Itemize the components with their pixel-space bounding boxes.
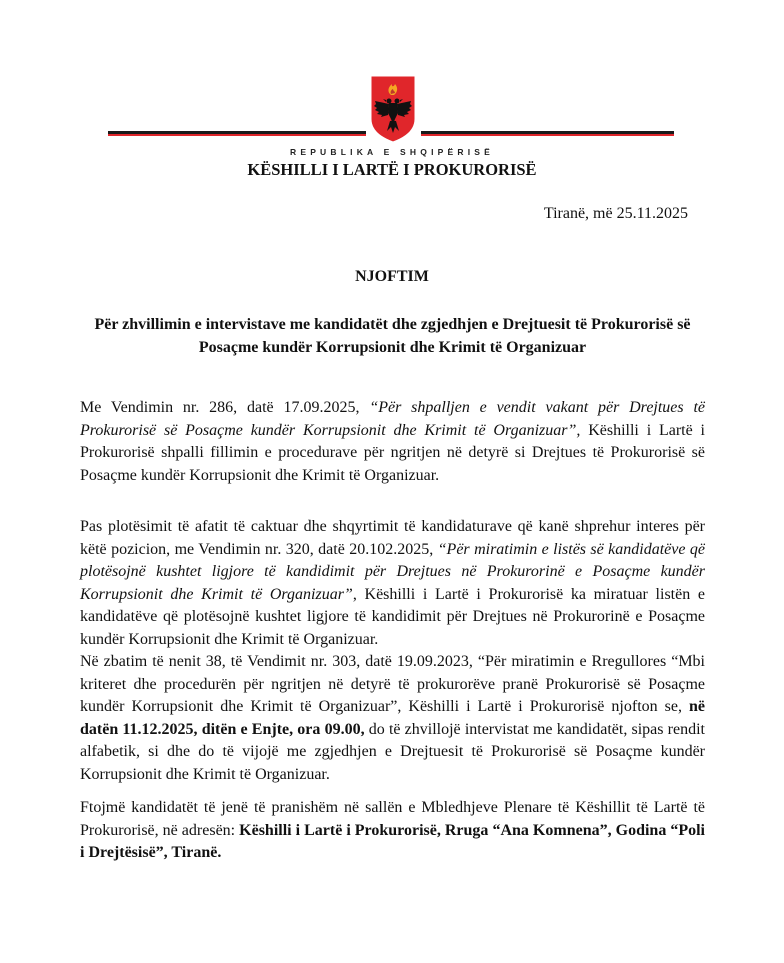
paragraph-text: Ftojmë kandidatët të jenë të pranishëm në sallën e Mbledhjeve Plenare të Këshillit të Lartë të Prokurorisë, në adresën: bbox=[80, 799, 705, 839]
paragraph-3 bbox=[80, 651, 705, 787]
divider-red-stripe bbox=[108, 134, 366, 136]
document-subtitle: Për zhvillimin e intervistave me kandidatët dhe zgjedhjen e Drejtuesit të Prokurorisë së Posaçme kundër Korrupsionit dhe Krimit të Organizuar bbox=[94, 316, 691, 356]
republic-heading: REPUBLIKA E SHQIPËRISË bbox=[289, 147, 495, 157]
albanian-eagle-emblem-icon bbox=[370, 75, 416, 143]
paragraph-text: , Këshilli i Lartë i Prokurorisë ka miratuar listën e kandidatëve që plotësojnë kushtet ligjore të kandidimit për Drejtues në Prokurorinë e Posaçme kundër Korrupsionit dhe Krimit të Organizuar. bbox=[80, 585, 706, 648]
header-divider-left bbox=[108, 131, 366, 136]
paragraph-text: Këshilli i Lartë i Prokurorisë shpalli fillimin e procedurave për ngritjen në detyrë si Drejtues të Prokurorisë së Posaçme kundër Korrupsionit dhe Krimit të Organizuar. bbox=[80, 421, 706, 484]
paragraph-text: do të zhvillojë intervistat me kandidatët, sipas rendit alfabetik, si dhe do të vijojë me zgjedhjen e Drejtuesit të Prokurorisë së Posaçme kundër Korrupsionit dhe Krimit të Organizuar. bbox=[80, 720, 706, 783]
header-divider-right bbox=[421, 131, 674, 136]
decision-title-italic: “Për shpalljen e vendit vakant për Drejtues të Prokurorisë së Posaçme kundër Korrupsionit dhe Krimit të Organizuar”, bbox=[80, 399, 706, 439]
interview-date-bold: në datën 11.12.2025, ditën e Enjte, ora 09.00, bbox=[80, 698, 705, 738]
divider-red-stripe bbox=[421, 134, 674, 136]
address-bold: Këshilli i Lartë i Prokurorisë, Rruga “Ana Komnena”, Godina “Poli i Drejtësisë”, Tiranë. bbox=[80, 821, 705, 862]
paragraph-1 bbox=[80, 397, 705, 487]
paragraph-text: Në zbatim të nenit 38, të Vendimit nr. 303, datë 19.09.2023, “Për miratimin e Rregullores “Mbi kriteret dhe procedurën për ngritjen në detyrë të prokurorëve pranë Prokurorisë së Posaçme kundër Korrupsionit dhe Krimit të Organizuar”, Këshilli i Lartë i Prokurorisë njofton se, bbox=[80, 653, 705, 716]
institution-name: KËSHILLI I LARTË I PROKURORISË bbox=[247, 160, 537, 179]
document-date: Tiranë, më 25.11.2025 bbox=[543, 205, 688, 222]
paragraph-text: Pas plotësimit të afatit të caktuar dhe shqyrtimit të kandidaturave që kanë shprehur interes për këtë pozicion, me Vendimin nr. 320, datë 20.102.2025, bbox=[80, 518, 705, 558]
paragraph-2 bbox=[80, 516, 705, 652]
document-title: NJOFTIM bbox=[355, 268, 429, 285]
decision-title-italic: “Për miratimin e listës së kandidatëve që plotësojnë kushtet ligjore të kandidimit për Drejtues në Prokurorinë e Posaçme kundër Korrupsionit dhe Krimit të Organizuar” bbox=[80, 540, 705, 603]
paragraph-4 bbox=[80, 797, 705, 865]
paragraph-text: Me Vendimin nr. 286, datë 17.09.2025, bbox=[80, 399, 370, 416]
